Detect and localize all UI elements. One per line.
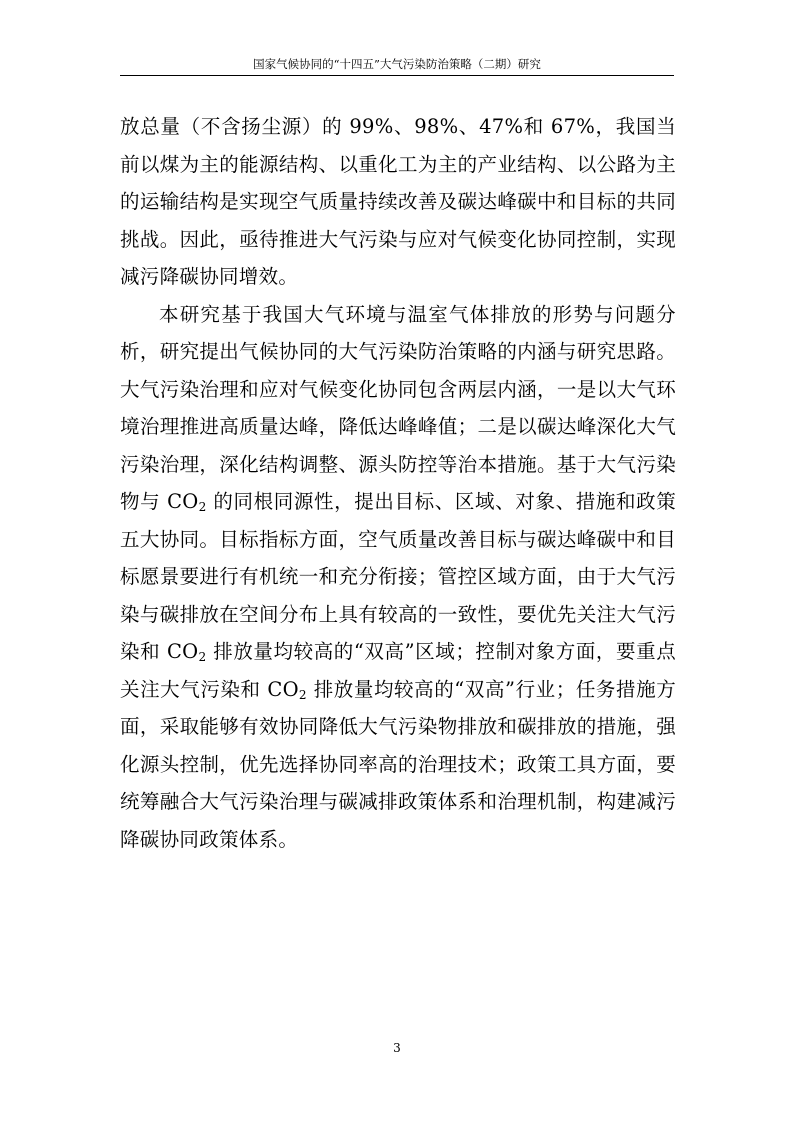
page-number: 3 <box>393 1041 401 1055</box>
paragraph-text-part-4: 排放量均较高的“双高”行业；任务措施方面，采取能够有效协同降低大气污染物排放和碳排放的措施，强化源头控制，优先选择协同率高的治理技术；政策工具方面，要统筹融合大气污染治理与碳减排政策体系和治理机制，构建减污降碳协同政策体系。 <box>120 677 676 851</box>
paragraph-research-summary <box>120 296 676 859</box>
running-header: 国家气候协同的“十四五”大气污染防治策略（二期）研究 <box>253 57 541 71</box>
paragraph-text-part-3: 排放量均较高的“双高”区域；控制对象方面，要重点关注大气污染和 CO <box>120 640 676 701</box>
co2-subscript: 2 <box>198 650 207 665</box>
paragraph-text-part-1: 本研究基于我国大气环境与温室气体排放的形势与问题分析，研究提出气候协同的大气污染防治策略的内涵与研究思路。大气污染治理和应对气候变化协同包含两层内涵，一是以大气环境治理推进高质量达峰，降低达峰峰值；二是以碳达峰深化大气污染治理，深化结构调整、源头防控等治本措施。基于大气污染物与 CO <box>120 302 676 513</box>
paragraph-continuation: 放总量（不含扬尘源）的 99%、98%、47%和 67%，我国当前以煤为主的能源结构、以重化工为主的产业结构、以公路为主的运输结构是实现空气质量持续改善及碳达峰碳中和目标的共同挑战。因此，亟待推进大气污染与应对气候变化协同控制，实现减污降碳协同增效。 <box>120 115 676 288</box>
co2-subscript: 2 <box>298 687 307 702</box>
header-divider <box>120 75 674 76</box>
paragraph-text-part-2: 的同根同源性，提出目标、区域、对象、措施和政策五大协同。目标指标方面，空气质量改善目标与碳达峰碳中和目标愿景要进行有机统一和充分衔接；管控区域方面，由于大气污染与碳排放在空间分布上具有较高的一致性，要优先关注大气污染和 CO <box>120 490 676 663</box>
document-body <box>120 108 676 858</box>
co2-subscript: 2 <box>198 500 207 515</box>
